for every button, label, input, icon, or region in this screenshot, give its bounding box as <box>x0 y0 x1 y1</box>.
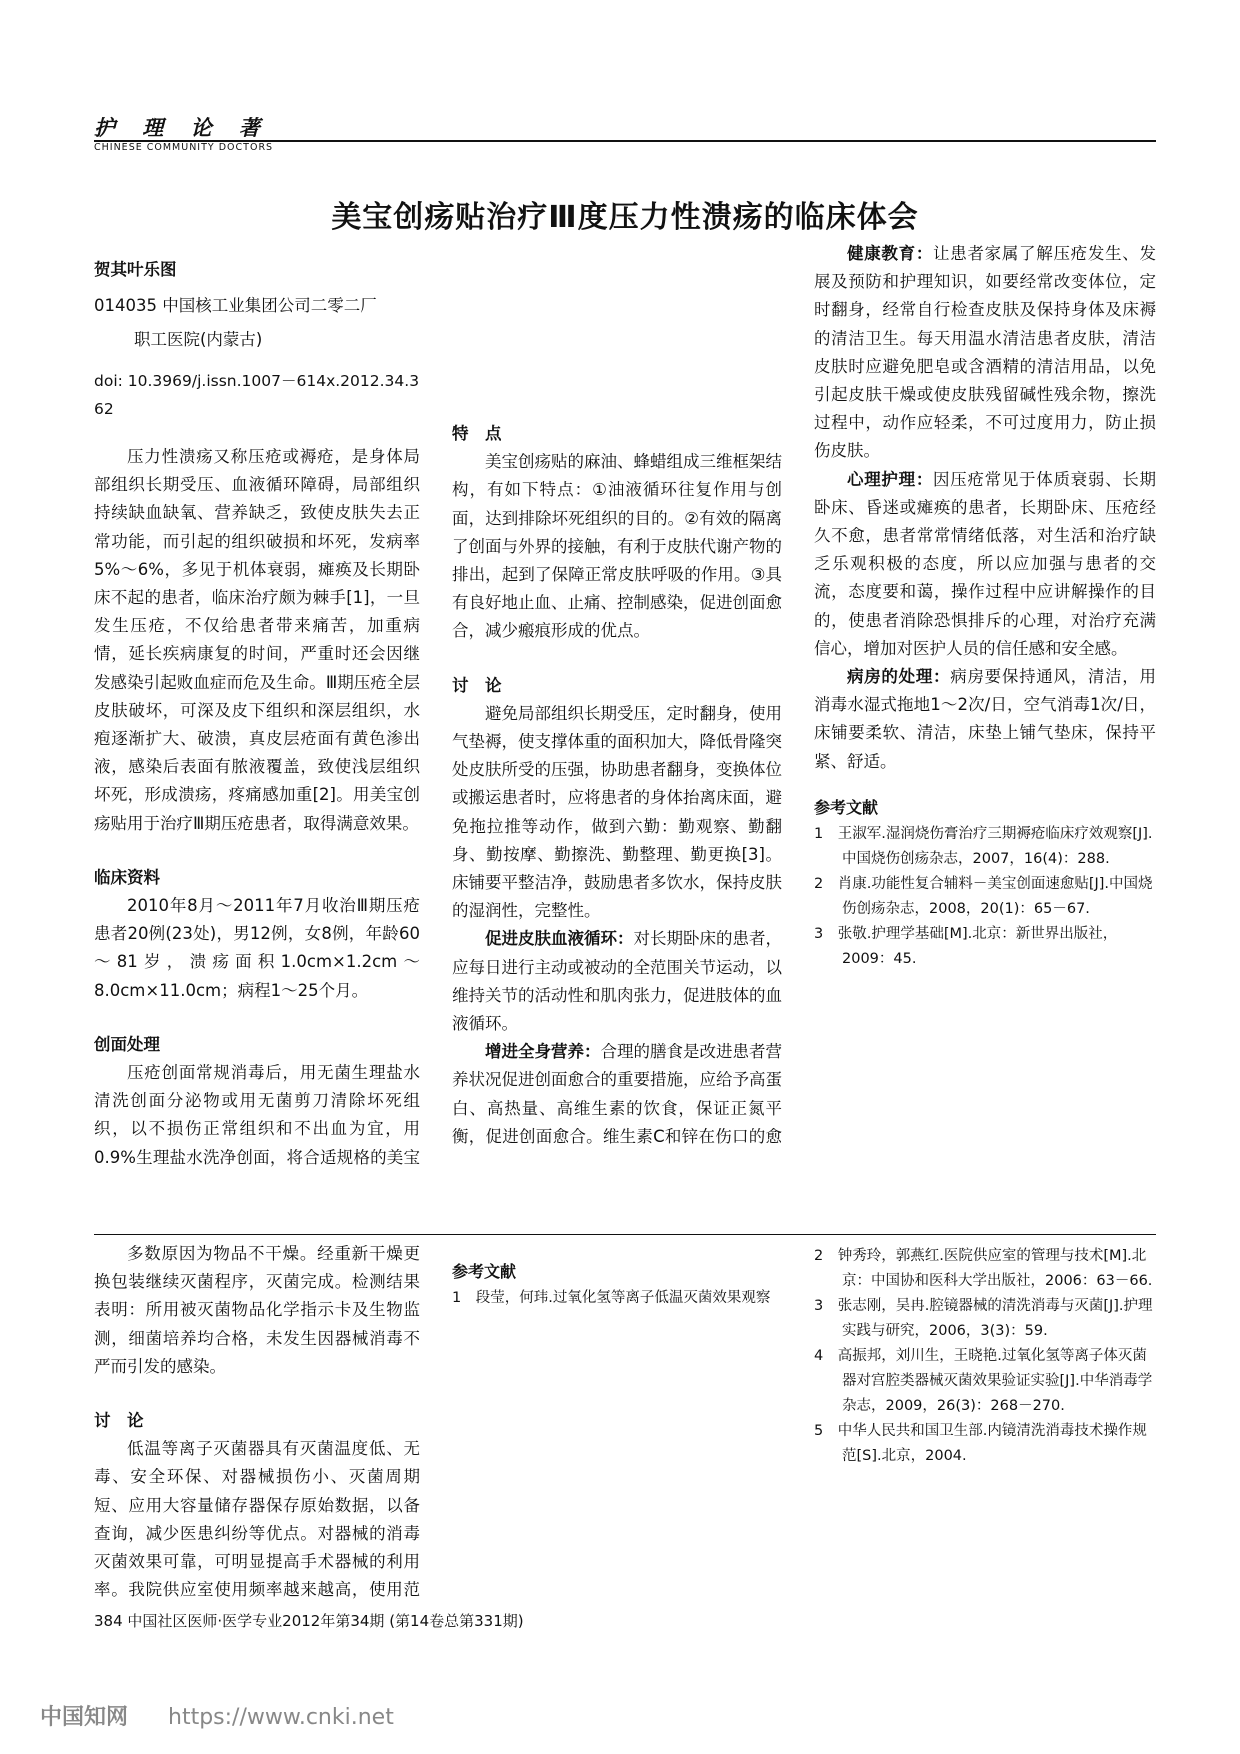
discussion-paragraph-6: 病房的处理：病房要保持通风，清洁，用消毒水湿式拖地1～2次/日，空气消毒1次/日，床铺要柔软、清洁，床垫上铺气垫床，保持平紧、舒适。 <box>814 667 1157 771</box>
wound-heading: 创面处理 <box>94 1034 160 1054</box>
affiliation-line-1: 014035 中国核工业集团公司二零二厂 <box>94 296 377 316</box>
watermark-brand: 中国知网 <box>40 1705 129 1730</box>
bottom-column-3 <box>814 1244 1156 1469</box>
reference-item: 2 肖康.功能性复合辅料－美宝创面速愈贴[J].中国烧伤创疡杂志，2008，20(1)：65－67. <box>814 876 1153 918</box>
author: 贺其叶乐图 <box>94 260 177 279</box>
paragraph-lead: 心理护理： <box>847 469 934 489</box>
affiliation-line-2: 职工医院(内蒙古) <box>134 330 263 350</box>
paragraph-lead: 健康教育： <box>847 244 934 263</box>
discussion-paragraph-4: 健康教育：让患者家属了解压疮发生、发展及预防和护理知识，如要经常改变体位，定时翻身，经常自行检查皮肤及保持身体及床褥的清洁卫生。每天用温水清洁患者皮肤，清洁皮肤时应避免肥皂或含酒精的清洁用品，以免引起皮肤干燥或使皮肤残留碱性残余物，擦洗过程中，动作应轻柔，不可过度用力，防止损伤皮肤。 <box>814 244 1157 461</box>
clinical-paragraph: 2010年8月～2011年7月收治Ⅲ期压疮患者20例(23处)，男12例，女8例，年龄60～81岁，溃疡面积1.0cm×1.2cm～8.0cm×11.0cm；病程1～25个月。 <box>94 896 420 1000</box>
journal-section-title: 护 理 论 著 <box>94 115 270 140</box>
reference-item: 2 钟秀玲，郭燕红.医院供应室的管理与技术[M].北京：中国协和医科大学出版社，2006：63－66. <box>814 1248 1153 1289</box>
article-separator <box>94 1234 1156 1235</box>
wound-paragraph: 压疮创面常规消毒后，用无菌生理盐水清洗创面分泌物或用无菌剪刀清除坏死组织，以不损伤正常组织和不出血为宜，用0.9%生理盐水洗净创面，将合适规格的美宝 <box>94 1063 420 1167</box>
paragraph-lead: 增进全身营养： <box>485 1042 601 1062</box>
paragraph-lead: 病房的处理： <box>847 667 951 687</box>
column-2 <box>452 240 782 1150</box>
prev-discussion-heading: 讨 论 <box>94 1411 144 1431</box>
features-paragraph: 美宝创疡贴的麻油、蜂蜡组成三维框架结构，有如下特点：①油液循环往复作用与创面，达到排除坏死组织的目的。②有效的隔离了创面与外界的接触，有利于皮肤代谢产物的排出，起到了保障正常皮肤呼吸的作用。③具有良好地止血、止痛、控制感染，促进创面愈合，减少瘢痕形成的优点。 <box>452 452 782 641</box>
doi: doi: 10.3969/j.issn.1007－614x.2012.34.362 <box>94 371 420 418</box>
article-title: 美宝创疡贴治疗Ⅲ度压力性溃疡的临床体会 <box>331 200 919 235</box>
page-footer: 384 中国社区医师·医学专业2012年第34期 (第14卷总第331期) <box>94 1612 524 1630</box>
clinical-heading: 临床资料 <box>94 867 160 887</box>
journal-english-name: CHINESE COMMUNITY DOCTORS <box>94 142 274 153</box>
intro-paragraph: 压力性溃疡又称压疮或褥疮，是身体局部组织长期受压、血液循环障碍，局部组织持续缺血缺氧、营养缺乏，致使皮肤失去正常功能，而引起的组织破损和坏死，发病率5%～6%，多见于机体衰弱，瘫痪及长期卧床不起的患者，临床治疗颇为棘手[1]，一旦发生压疮，不仅给患者带来痛苦，加重病情，延长疾病康复的时间，严重时还会因继发感染引起败血症而危及生命。Ⅲ期压疮全层皮肤破坏，可深及皮下组织和深层组织，水疱逐渐扩大、破溃，真皮层疮面有黄色渗出液，感染后表面有脓液覆盖，致使浅层组织坏死，形成溃疡，疼痛感加重[2]。用美宝创疡贴用于治疗Ⅲ期压疮患者，取得满意效果。 <box>94 447 420 833</box>
discussion-paragraph-1: 避免局部组织长期受压，定时翻身，使用气垫褥，使支撑体重的面积加大，降低骨隆突处皮肤所受的压强，协助患者翻身，变换体位或搬运患者时，应将患者的身体抬离床面，避免拖拉推等动作，做到六勤：勤观察、勤翻身、勤按摩、勤擦洗、勤整理、勤更换[3]。床铺要平整洁净，鼓励患者多饮水，保持皮肤的湿润性，完整性。 <box>452 703 782 921</box>
features-heading: 特 点 <box>452 424 502 443</box>
column-3 <box>814 240 1156 972</box>
watermark-url: https://www.cnki.net <box>168 1705 394 1730</box>
discussion-paragraph-3: 增进全身营养：合理的膳食是改进患者营养状况促进创面愈合的重要措施，应给予高蛋白、高热量、高维生素的饮食，保证正氮平衡，促进创面愈合。维生素C和锌在伤口的愈 <box>452 1042 782 1146</box>
prev-paragraph-2: 低温等离子灭菌器具有灭菌温度低、无毒、安全环保、对器械损伤小、灭菌周期短、应用大容量储存器保存原始数据，以备查询，减少医患纠纷等优点。对器械的消毒灭菌效果可靠，可明显提高手术器械的利用率。我院供应室使用频率越来越高，使用范 <box>94 1439 420 1600</box>
paragraph-lead: 促进皮肤血液循环： <box>485 929 634 949</box>
reference-item: 5 中华人民共和国卫生部.内镜清洗消毒技术操作规范[S].北京，2004. <box>814 1423 1147 1464</box>
cnki-watermark <box>40 1700 394 1731</box>
discussion-heading: 讨 论 <box>452 675 502 695</box>
reference-item: 1 王淑军.湿润烧伤膏治疗三期褥疮临床疗效观察[J].中国烧伤创疡杂志，2007，16(4)：288. <box>814 826 1153 868</box>
discussion-paragraph-5: 心理护理：因压疮常见于体质衰弱、长期卧床、昏迷或瘫痪的患者，长期卧床、压疮经久不愈，患者常常情绪低落，对生活和治疗缺乏乐观积极的态度，所以应加强与患者的交流，态度要和蔼，操作过程中应讲解操作的目的，使患者消除恐惧排斥的心理，对治疗充满信心，增加对医护人员的信任感和安全感。 <box>814 469 1157 658</box>
reference-item: 3 张敬.护理学基础[M].北京：新世界出版社，2009：45. <box>814 926 1118 968</box>
reference-item: 4 高振邦，刘川生，王晓艳.过氧化氢等离子体灭菌器对宫腔类器械灭菌效果验证实验[J].中华消毒学杂志，2009，26(3)：268－270. <box>814 1348 1153 1414</box>
column-1 <box>94 256 420 1171</box>
references-heading: 参考文献 <box>814 797 879 817</box>
prev-paragraph-1: 多数原因为物品不干燥。经重新干燥更换包装继续灭菌程序，灭菌完成。检测结果表明：所用被灭菌物品化学指示卡及生物监测，细菌培养均合格，未发生因器械消毒不严而引发的感染。 <box>94 1244 420 1376</box>
bottom-column-1 <box>94 1240 420 1600</box>
reference-item: 1 段莹，何玮.过氧化氢等离子低温灭菌效果观察 <box>452 1290 771 1307</box>
prev-references-heading: 参考文献 <box>452 1262 517 1281</box>
reference-item: 3 张志刚，吴冉.腔镜器械的清洗消毒与灭菌[J].护理实践与研究，2006，3(3)：59. <box>814 1298 1153 1339</box>
bottom-column-2 <box>452 1240 782 1311</box>
discussion-paragraph-2: 促进皮肤血液循环：对长期卧床的患者，应每日进行主动或被动的全范围关节运动，以维持关节的活动性和肌肉张力，促进肢体的血液循环。 <box>452 929 782 1034</box>
